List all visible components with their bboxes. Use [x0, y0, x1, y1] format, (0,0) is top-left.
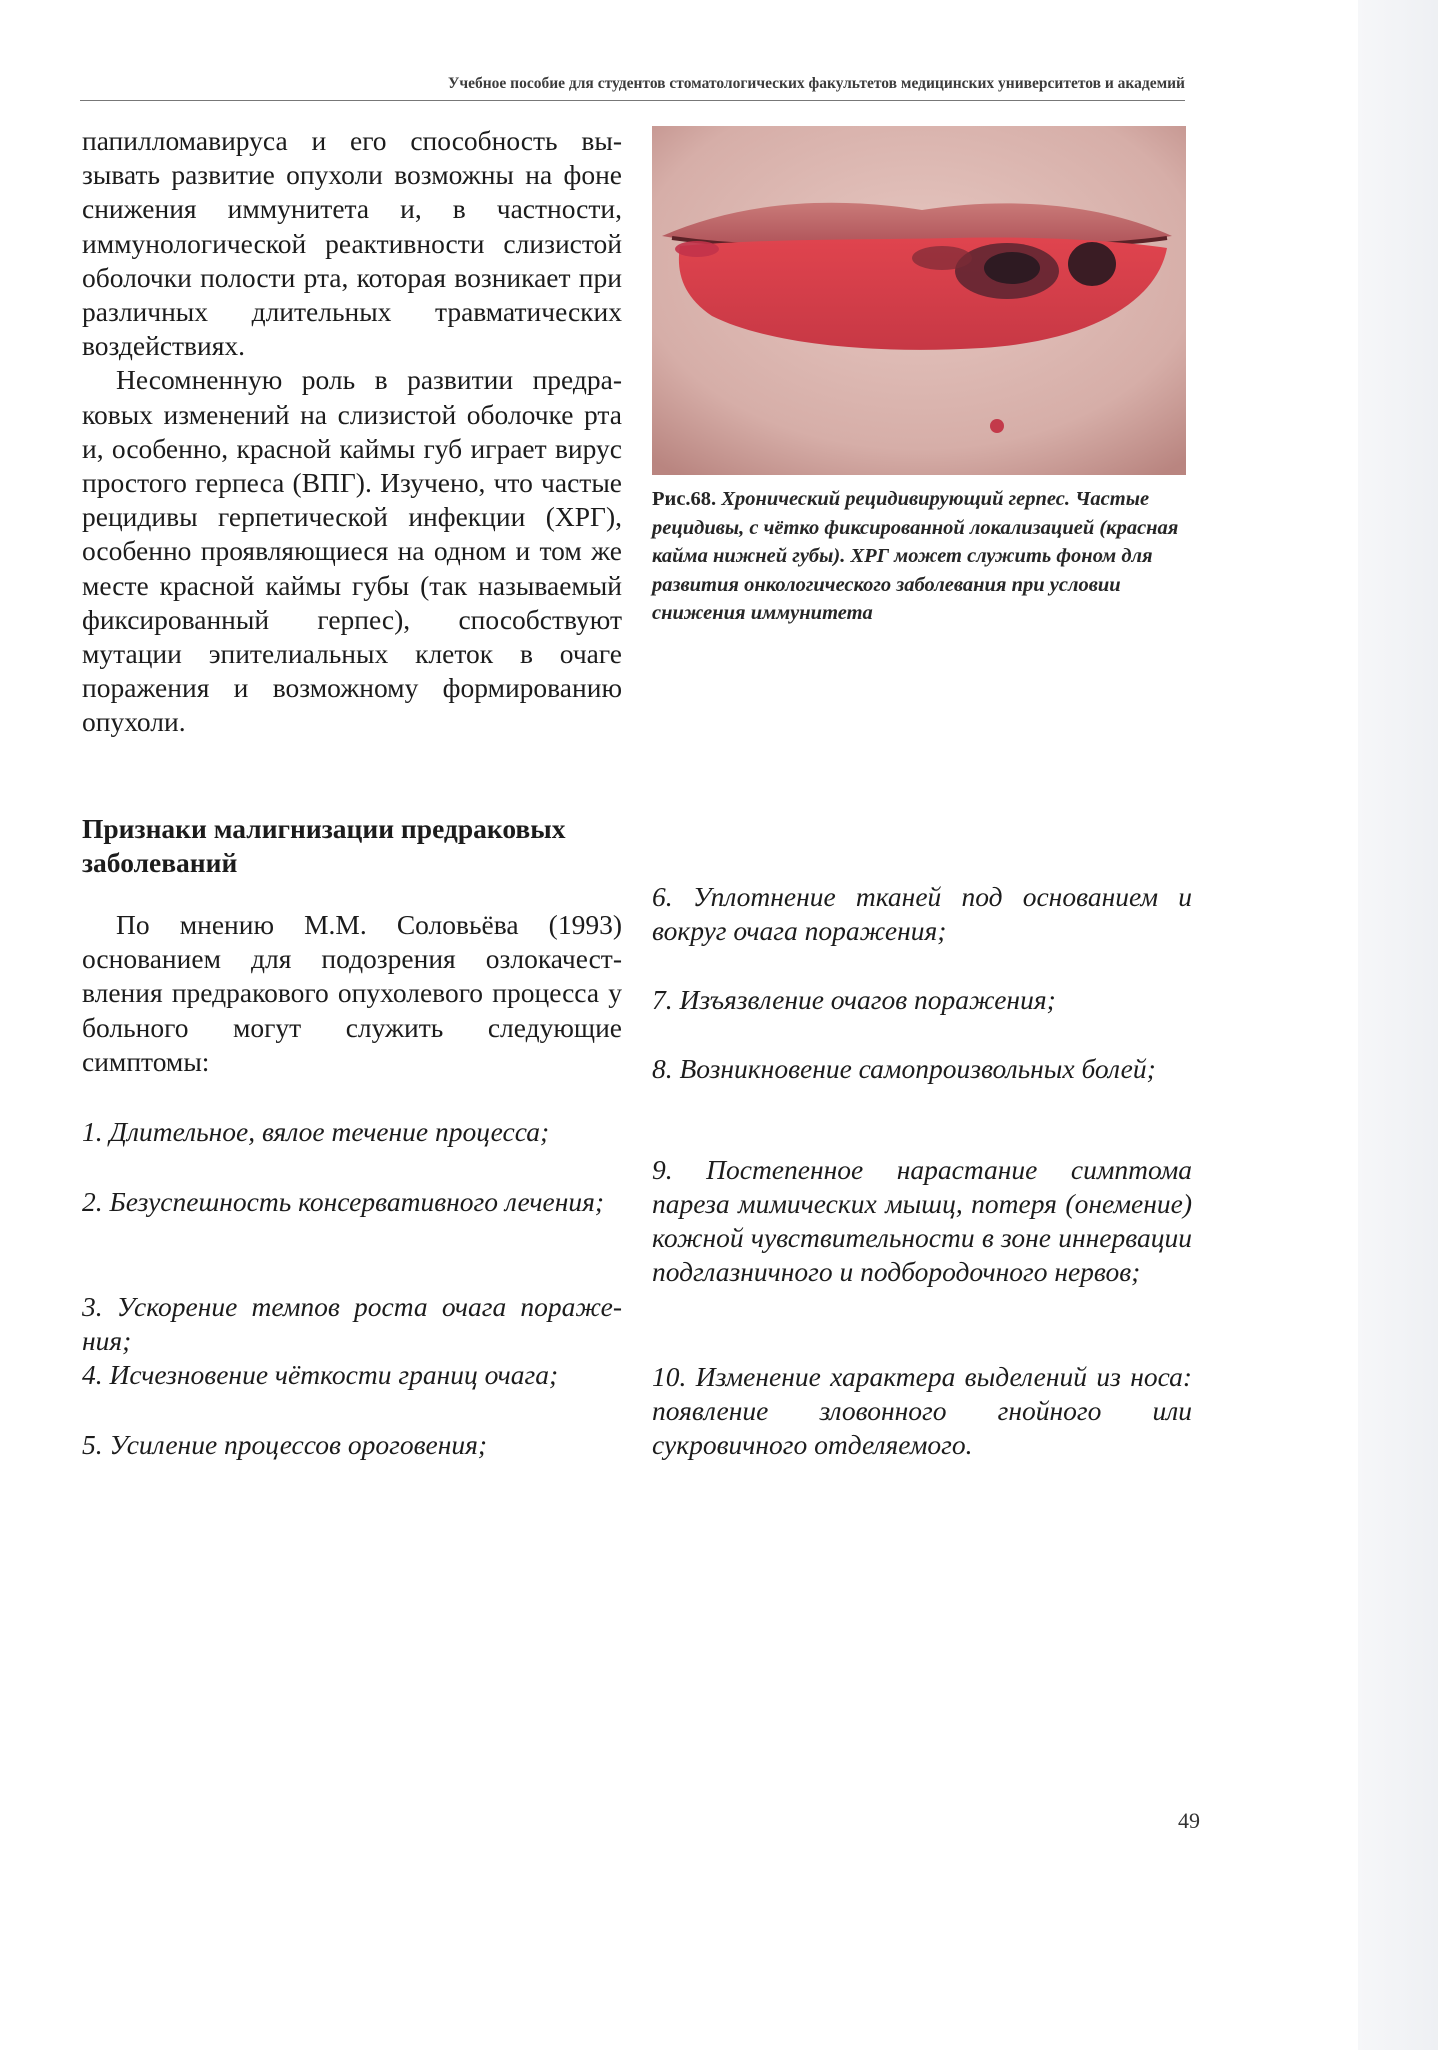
body-paragraph-2: Несомненную роль в развитии предраковых изменений на слизистой оболочке рта и, особенно, красной каймы губ играет вирус простого герпеса (ВПГ). Изучено, что частые рецидивы герпетической инфекции (ХРГ), особенно проявляющиеся на одном и том же месте красной каймы губы (так называемый фиксированный герпес), способствуют мутации эпителиальных клеток в очаге поражения и возможному формированию опухоли. — [82, 364, 622, 738]
section-heading: Признаки малигнизации предраковых заболеваний — [82, 813, 566, 878]
figure-caption-text: Хронический рецидивирующий герпес. Частые рецидивы, с чётко фиксированной локализацией (красная кайма нижней губы). ХРГ может служить фоном для развития онкологического заболевания при условии снижения иммунитета — [652, 488, 1179, 625]
symptom-item-5: 5. Усиление процессов ороговения; — [82, 1429, 488, 1460]
scan-edge-shade — [1358, 0, 1438, 2050]
symptom-item-1: 1. Длительное, вялое течение процесса; — [82, 1116, 550, 1147]
page-number: 49 — [1178, 1808, 1200, 1833]
figure-label: Рис.68. — [652, 488, 717, 510]
lip-photo-illustration — [652, 126, 1186, 475]
symptom-item-7: 7. Изъязвление очагов поражения; — [652, 984, 1056, 1015]
symptom-item-3: 3. Ускорение темпов роста очага поражения; — [82, 1291, 622, 1356]
body-paragraph-1: папилломавируса и его способность вызывать развитие опухоли возможны на фоне снижения иммунитета и, в частности, иммунологической реактивности слизистой оболочки полости рта, которая возникает при различных длительных травматических воздействиях. — [82, 125, 622, 362]
running-header: Учебное пособие для студентов стоматологических факультетов медицинских университетов и академий — [447, 75, 1185, 92]
symptom-item-2: 2. Безуспешность консервативного лечения; — [82, 1186, 605, 1217]
section-intro-paragraph: По мнению М.М. Соловьёва (1993) основанием для подозрения озлокачествления предракового опухолевого процесса у больного могут служить следующие симптомы: — [82, 909, 622, 1077]
left-column-intro — [82, 908, 622, 1079]
left-column-top — [82, 124, 622, 740]
symptom-item-9: 9. Постепенное нарастание симптома пареза мимических мышц, потеря (онемение) кожной чувствительности в зоне иннервации подглазничного и подбородочного нервов; — [652, 1154, 1192, 1287]
symptom-item-6: 6. Уплотнение тканей под основанием и вокруг очага поражения; — [652, 881, 1192, 946]
figure-caption — [652, 485, 1192, 628]
symptom-item-8: 8. Возникновение самопроизвольных болей; — [652, 1053, 1156, 1084]
header-rule — [80, 100, 1185, 101]
symptom-item-10: 10. Изменение характера выделений из носа: появление зловонного гнойного или сукровичного отделяемого. — [652, 1361, 1192, 1460]
symptom-item-4: 4. Исчезновение чёткости границ очага; — [82, 1359, 559, 1390]
figure-lip-photo — [652, 126, 1186, 475]
